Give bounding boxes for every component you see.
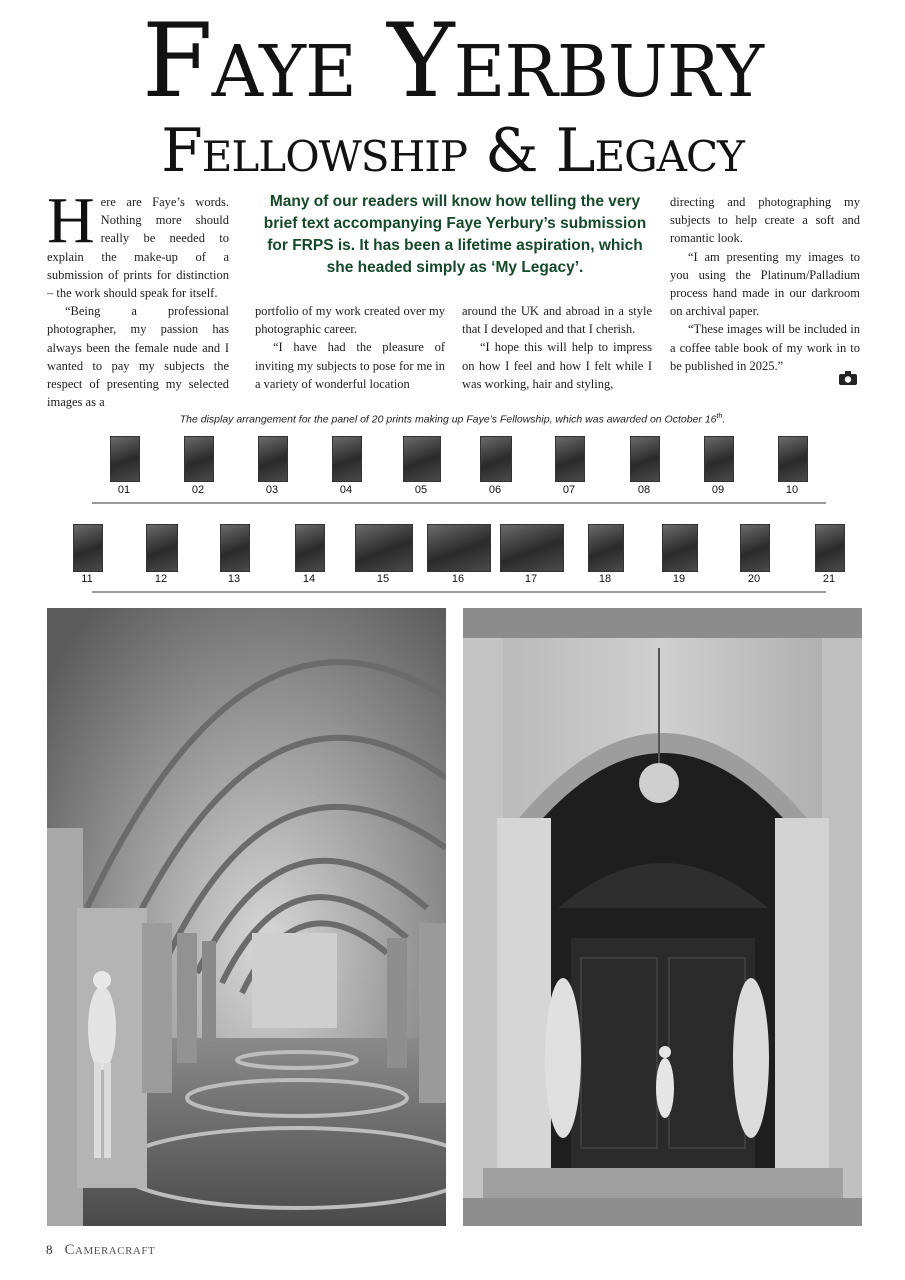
print-number: 10: [785, 484, 799, 496]
article-column-3: [462, 302, 652, 393]
print-thumbnail-19: [652, 524, 706, 594]
paragraph: “I hope this will help to impress on how I feel and how I felt while I was working, hair and styling,: [462, 340, 652, 391]
pull-quote: Many of our readers will know how telling the very brief text accompanying Faye Yerbury’s submission for FRPS is. It has been a lifetime aspiration, which she headed simply as ‘My Legacy’.: [263, 193, 647, 276]
print-number: 06: [488, 484, 502, 496]
first-paragraph: [47, 184, 229, 302]
paragraph: directing and photographing my subjects to help create a soft and romantic look.: [670, 195, 860, 246]
print-thumbnail-10: [768, 436, 816, 506]
print-thumbnail-07: [545, 436, 593, 506]
print-thumbnail-09: [694, 436, 742, 506]
print-thumbnail-21: [805, 524, 853, 594]
print-number: 13: [227, 573, 241, 585]
print-image: [555, 436, 585, 482]
article-column-2: [255, 302, 445, 393]
print-number: 15: [376, 573, 390, 585]
paragraph: “These images will be included in a coffee table book of my work in to be published in 2025.”: [670, 322, 860, 373]
page-footer: [46, 1242, 155, 1259]
print-image: [588, 524, 624, 572]
print-number: 17: [524, 573, 538, 585]
doorway-photo: [463, 608, 862, 1226]
print-image: [146, 524, 178, 572]
paragraph: “Being a professional photographer, my passion has always been the female nude and I wanted to pay my subjects the respect of presenting my selected images as a: [47, 304, 229, 410]
print-image: [184, 436, 214, 482]
arcade-photo: [47, 608, 446, 1226]
print-image: [630, 436, 660, 482]
paragraph: portfolio of my work created over my photographic career.: [255, 304, 445, 337]
print-number: 18: [598, 573, 612, 585]
subtitle: Fellowship & Legacy: [161, 116, 744, 186]
print-image: [480, 436, 512, 482]
caption-superscript: th: [716, 413, 723, 420]
print-image: [662, 524, 698, 572]
print-image: [704, 436, 734, 482]
print-number: 12: [154, 573, 168, 585]
main-title: Faye Yerbury: [141, 2, 764, 121]
print-thumbnail-01: [100, 436, 148, 506]
print-image: [295, 524, 325, 572]
print-thumbnail-04: [322, 436, 370, 506]
print-thumbnail-14: [285, 524, 333, 594]
print-number: 09: [711, 484, 725, 496]
print-thumbnail-05: [393, 436, 449, 506]
paragraph: “I have had the pleasure of inviting my subjects to pose for me in a variety of wonderful location: [255, 340, 445, 391]
print-image: [73, 524, 103, 572]
page-number: 8: [46, 1242, 53, 1257]
print-number: 21: [822, 573, 836, 585]
print-number: 20: [747, 573, 761, 585]
doorway-photo-image: [463, 608, 862, 1226]
print-number: 01: [117, 484, 131, 496]
print-number: 16: [451, 573, 465, 585]
print-number: 11: [81, 573, 93, 585]
print-number: 04: [339, 484, 353, 496]
paragraph: around the UK and abroad in a style that I developed and that I cherish.: [462, 304, 652, 337]
row-1-rule: [92, 502, 826, 504]
print-number: 03: [265, 484, 279, 496]
print-thumbnail-18: [578, 524, 632, 594]
print-image: [332, 436, 362, 482]
paragraph-text: ere are Faye’s words. Nothing more should really be needed to explain the make-up of a submission of prints for distinction – the work should speak for itself.: [47, 195, 229, 301]
print-thumbnail-03: [248, 436, 296, 506]
row-2-rule: [92, 591, 826, 593]
print-thumbnail-13: [210, 524, 258, 594]
print-image: [815, 524, 845, 572]
print-image: [778, 436, 808, 482]
print-thumbnail-16: [417, 524, 499, 594]
print-number: 14: [302, 573, 316, 585]
print-image: [355, 524, 413, 572]
print-thumbnail-17: [490, 524, 572, 594]
print-number: 19: [672, 573, 686, 585]
print-image: [500, 524, 564, 572]
print-image: [110, 436, 140, 482]
print-thumbnail-15: [345, 524, 421, 594]
print-number: 05: [414, 484, 428, 496]
caption-end: .: [722, 413, 726, 426]
print-image: [220, 524, 250, 572]
print-thumbnail-08: [620, 436, 668, 506]
caption-text: The display arrangement for the panel of 20 prints making up Faye’s Fellowship, which was awarded on October 16: [179, 413, 717, 426]
print-thumbnail-12: [136, 524, 186, 594]
print-image: [740, 524, 770, 572]
arcade-photo-image: [47, 608, 446, 1226]
thumbnail-row-1: [0, 436, 905, 506]
print-thumbnail-11: [63, 524, 111, 594]
drop-cap: H: [47, 184, 95, 257]
camera-end-mark-icon: [838, 370, 858, 386]
print-number: 07: [562, 484, 576, 496]
print-image: [258, 436, 288, 482]
article-column-1: [47, 184, 229, 411]
print-number: 08: [637, 484, 651, 496]
magazine-brand: Cameracraft: [64, 1242, 156, 1258]
article-column-4: [670, 193, 860, 375]
print-thumbnail-20: [730, 524, 778, 594]
print-image: [403, 436, 441, 482]
print-thumbnail-02: [174, 436, 222, 506]
print-number: 02: [191, 484, 205, 496]
print-image: [427, 524, 491, 572]
paragraph: “I am presenting my images to you using the Platinum/Palladium process hand made in our darkroom on archival paper.: [670, 249, 860, 319]
thumbnail-row-2: [0, 524, 905, 594]
figure-caption: [0, 413, 905, 426]
print-thumbnail-06: [470, 436, 520, 506]
